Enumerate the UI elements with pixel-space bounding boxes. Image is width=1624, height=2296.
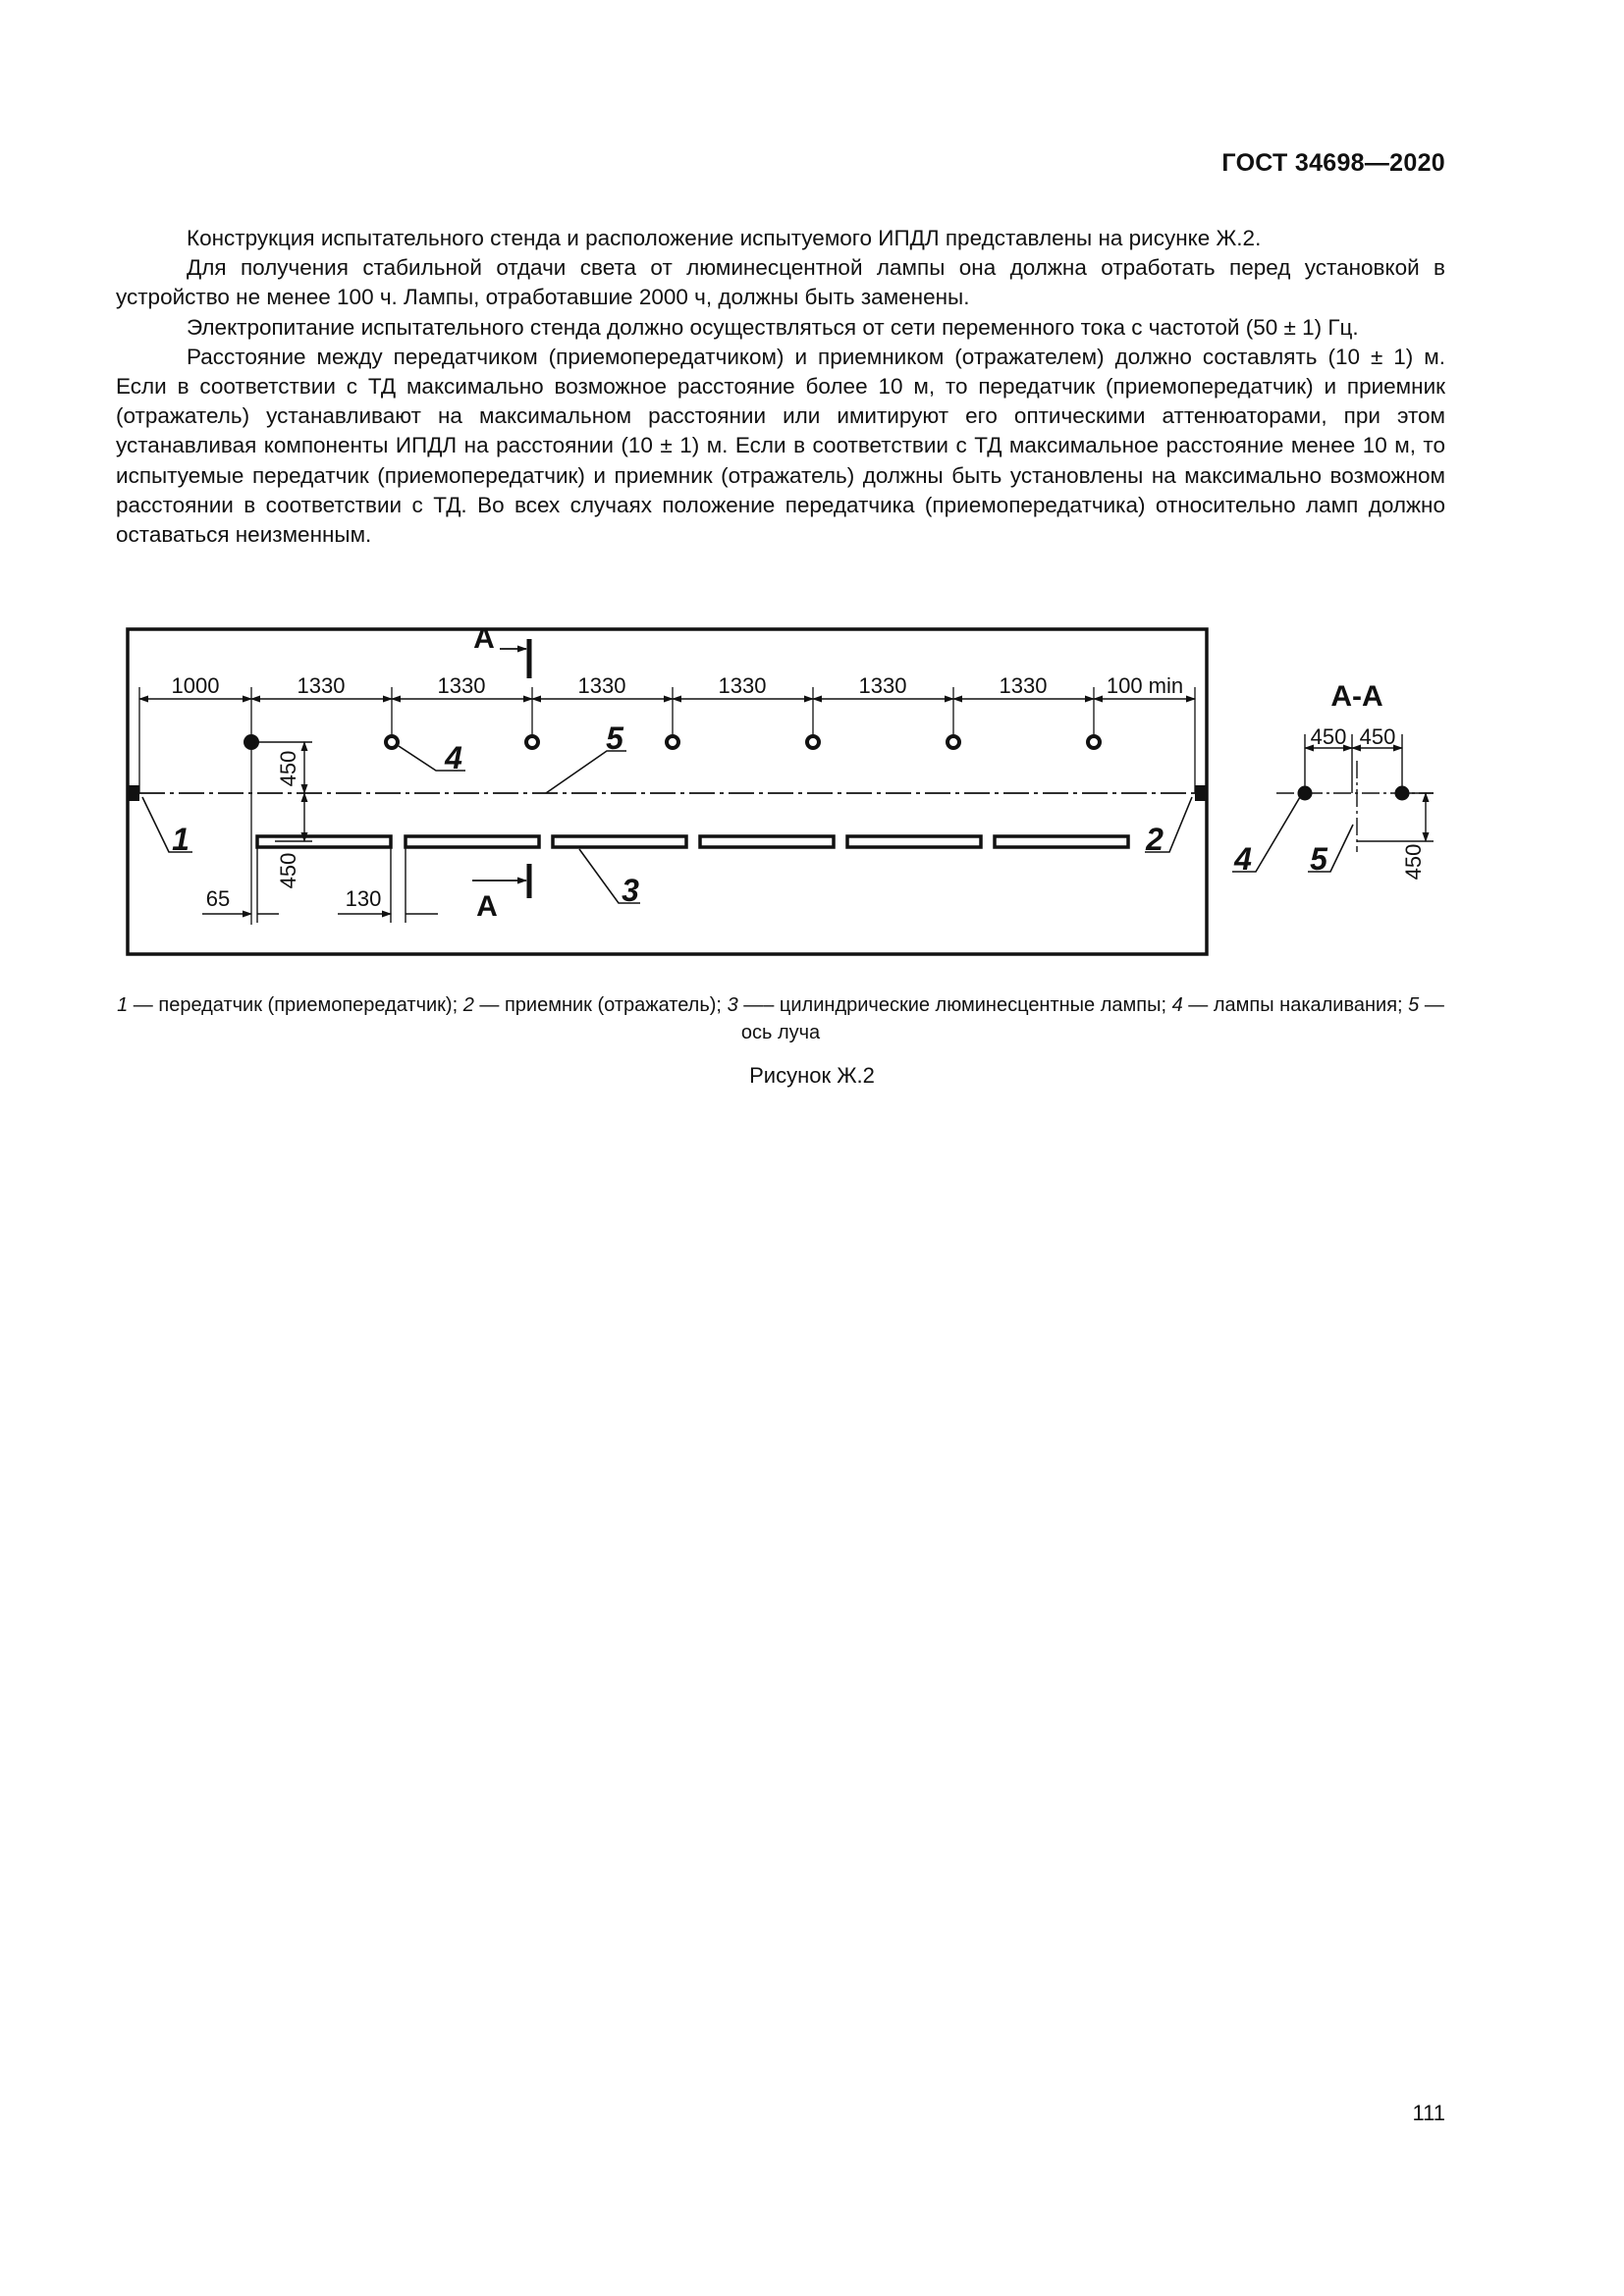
legend-text: — приемник (отражатель); [473,994,728,1016]
spacing-label: 100 min [1106,673,1184,698]
lamp-incandescent [807,736,819,748]
incandescent-lamps [245,736,1100,748]
lamp-fluorescent [995,836,1128,847]
lamp-incandescent [947,736,959,748]
spacing-label: 1000 [171,673,220,698]
section-mark-bottom: А [476,890,498,923]
spacing-label: 1330 [858,673,907,698]
spacing-label: 1330 [718,673,767,698]
section-callout-4: 4 [1234,841,1252,877]
section-lamp-right [1396,787,1408,799]
section-dim-450-vertical: 450 [1401,843,1426,881]
callout-2: 2 [1146,822,1164,857]
section-mark-top: А [473,622,495,655]
section-callout-5: 5 [1310,841,1327,877]
legend-text: — лампы накаливания; [1182,994,1409,1016]
test-bench-figure [0,0,1624,982]
lamp-incandescent [1088,736,1100,748]
paragraph: Расстояние между передатчиком (приемопередатчиком) и приемником (отражателем) должно составлять (10 ± 1) м. Если в соответствии с ТД максимально возможное расстояние более 10 м, то передатчик (приемопередатчик) и приемник (отражатель) устанавливают на максимальном расстоянии или имитируют его оптическими аттенюаторами, при этом устанавливая компоненты ИПДЛ на расстоянии (10 ± 1) м. Если в соответствии с ТД максимальное расстояние менее 10 м, то испытуемые передатчик (приемопередатчик) и приемник (отражатель) должны быть установлены на максимально возможном расстоянии в соответствии с ТД. Во всех случаях положение передатчика (приемопередатчика) относительно ламп должно оставаться неизменным. [116,344,1445,548]
fluorescent-lamps [257,836,1128,847]
section-title: А-А [1330,680,1383,713]
lamp-incandescent [526,736,538,748]
dim-130: 130 [345,886,382,911]
legend-text: — ось луча [740,994,1444,1043]
spacing-labels [172,673,1184,698]
spacing-label: 1330 [999,673,1048,698]
spacing-label: 1330 [577,673,626,698]
legend-num: 4 [1171,994,1183,1016]
callout-5: 5 [606,721,623,756]
legend-text: —– цилиндрические люминесцентные лампы; [737,994,1172,1016]
lamp-incandescent [386,736,398,748]
lamp-incandescent [667,736,678,748]
dim-450-lower: 450 [276,852,300,889]
lamp-fluorescent [847,836,981,847]
legend-num: 1 [117,994,129,1016]
document-header: ГОСТ 34698—2020 [1221,149,1445,177]
lamp-fluorescent [553,836,686,847]
dim-450-upper: 450 [276,750,300,787]
transmitter [129,785,139,801]
lamp-fluorescent [406,836,539,847]
section-lamp-left [1299,787,1311,799]
page-number: 111 [1412,2101,1445,2125]
dim-65: 65 [205,886,231,911]
gap-dimensions [202,841,438,923]
lamp-fluorescent [700,836,834,847]
spacing-label: 1330 [297,673,346,698]
section-dim-450-left: 450 [1310,724,1347,749]
callout-4: 4 [445,740,462,775]
figure-caption: Рисунок Ж.2 [749,1063,875,1088]
legend-text: — передатчик (приемопередатчик); [128,994,463,1016]
callout-1: 1 [172,822,189,857]
figure-legend [116,991,1445,1046]
section-dim-450-right: 450 [1359,724,1396,749]
callout-3: 3 [622,873,639,908]
spacing-label: 1330 [437,673,486,698]
paragraph: Электропитание испытательного стенда должно осуществляться от сети переменного тока с частотой (50 ± 1) Гц. [187,314,1359,340]
legend-num: 2 [462,994,474,1016]
receiver [1195,785,1206,801]
lamp-incandescent [245,736,257,748]
legend-num: 5 [1408,994,1420,1016]
paragraph: Конструкция испытательного стенда и расположение испытуемого ИПДЛ представлены на рисунке Ж.2. [187,226,1262,250]
paragraph: Для получения стабильной отдачи света от люминесцентной лампы она должна отработать перед установкой в устройство не менее 100 ч. Лампы, отработавшие 2000 ч, должны быть заменены. [116,255,1445,310]
legend-num: 3 [727,994,738,1016]
